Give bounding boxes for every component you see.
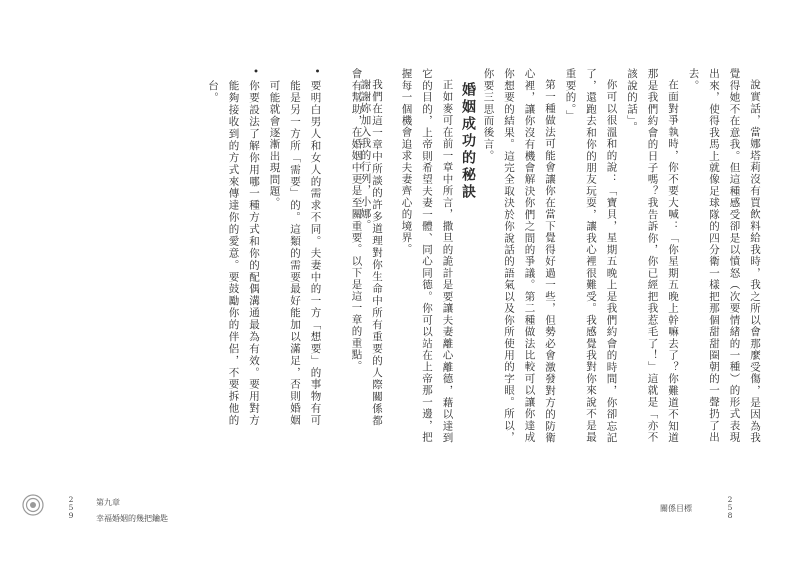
book-title: 關係目標 [660,504,692,513]
paragraph: 第一種做法可能會讓你在當下覺得好過一些，但勢必會激發對方的防衛心裡，讓你沒有機會解決你們之間的爭議。第二種做法比較可以讓你達成你想要的結果。這完全取決於你說話的語氣以及你所使用的字眼。所以，你要三思而後言。 [482,68,556,443]
paragraph: 正如麥可在前一章中所言，撒旦的詭計是要讓夫妻離心離德，藉以達到它的目的，上帝則希望夫妻一體、同心同德。你可以站在上帝那一邊，把握每一個機會追求夫妻齊心的境界。 [400,68,454,443]
page-number-text: 259 [68,495,74,520]
registration-mark-icon [22,494,44,516]
list-item: • 要明白男人和女人的需求不同。夫妻中的一方「想要」的事物有可能是另一方所「需要」的。這類的需要最好能加以滿足，否則婚姻可能就會逐漸出現問題。 [264,68,326,426]
page-number-text: 258 [727,495,733,520]
list-item: • 你要設法了解你用哪一種方式和你的配偶溝通最為有效。要用對方能夠接收到的方式來傳達你的愛意。要鼓勵你的伴侶，不要拆他的台。 [203,68,265,426]
paragraph: 說實話，當娜塔莉沒有買飲料給我時，我之所以會那麼受傷，是因為我覺得她不在意我。但這種感受卻是以憤怒（次要情緒的一種）的形式表現出來，使得我馬上就像足球隊的四分衛一樣把那個甜甜圈朝的一聲扔了出去。 [687,68,761,443]
paragraph: 在面對爭執時，你不要大喊：「你星期五晚上幹嘛去了？你難道不知道那是我們約會的日子嗎？我告訴你，你已經把我惹毛了！」這就是「亦不該說的話」。 [626,68,679,443]
left-page-number [67,496,75,520]
section-heading: 婚姻成功的秘訣 [460,82,476,201]
chapter-title: 幸福婚姻的幾把鑰匙 [96,514,168,523]
paragraph: 你可以很溫和的說：「寶貝，星期五晚上是我們約會的時間，你卻忘記了，還跑去和你的朋友玩耍，讓我心裡很難受。我感覺我對你來說不是最重要的。」 [564,68,618,443]
key-points-list [203,68,326,426]
paragraph: 謝謝妳加入我的行列，小娜。 [359,78,372,231]
chapter-label: 第九章 [96,498,120,507]
right-page-number [726,496,734,520]
paragraph: 我們在這一章中所談的許多道理對你生命中所有重要的人際關係都會有幫助，在婚姻中更是至關重要。以下是這一章的重點。 [350,68,383,426]
left-page-text [57,68,387,426]
